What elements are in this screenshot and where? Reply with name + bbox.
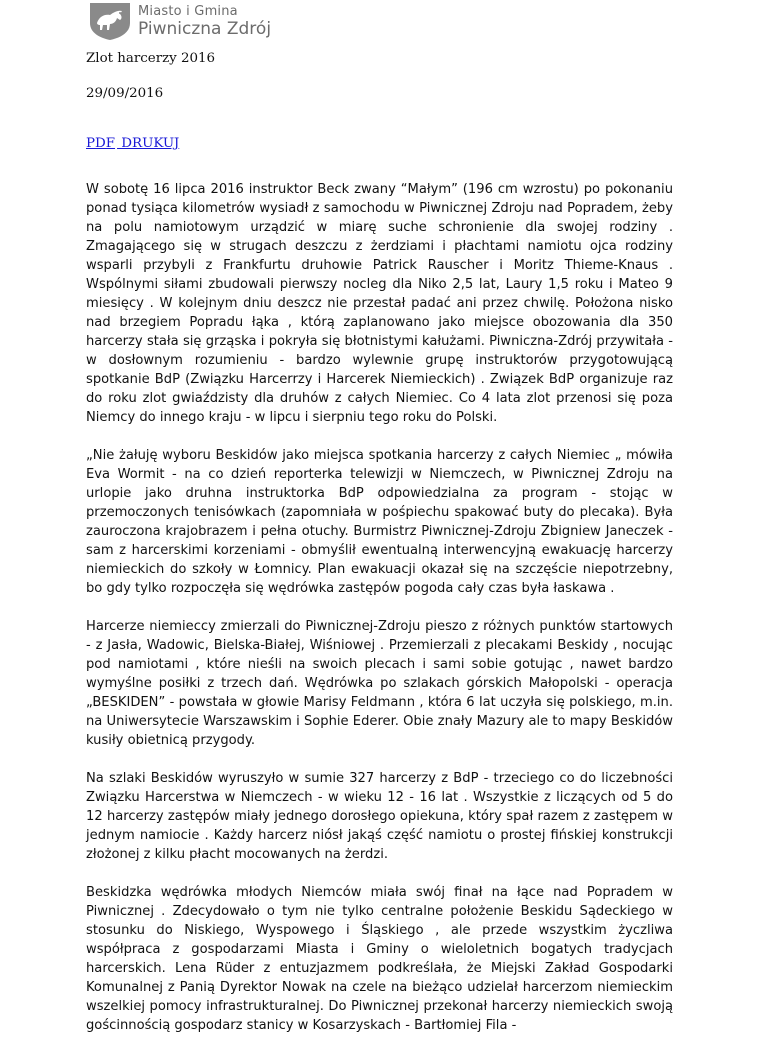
article-date: 29/09/2016 [86,86,164,101]
article-body [86,180,673,1054]
pdf-link[interactable]: PDF [86,136,116,151]
logo-line-municipality: Miasto i Gmina [138,3,238,19]
paragraph: W sobotę 16 lipca 2016 instruktor Beck zwany “Małym” (196 cm wzrostu) po pokonaniu ponad tysiąca kilometrów wysiadł z samochodu w Piwnicznej Zdroju nad Popradem, żeby na polu namiotowym urządzić w miarę suche schronienie dla swojej rodziny . Zmagającego się w strugach deszczu z żerdziami i płachtami namiotu ojca rodziny wsparli przybyli z Frankfurtu druhowie Patrick Rauscher i Moritz Thieme-Knaus . Wspólnymi siłami zbudowali pierwszy nocleg dla Niko 2,5 lat, Laury 1,5 roku i Mateo 9 miesięcy . W kolejnym dniu deszcz nie przestał padać ani przez chwilę. Położona nisko nad brzegiem Popradu łąka , którą zaplanowano jako miejsce obozowania dla 350 harcerzy stała się grząska i pokryła się błotnistymi kałużami. Piwniczna-Zdrój przywitała - w dosłownym rozumieniu - bardzo wylewnie grupę instruktorów przygotowującą spotkanie BdP (Związku Harcerrzy i Harcerek Niemieckich) . Związek BdP organizuje raz do roku zlot gwiaździsty dla druhów z całych Niemiec. Co 4 lata zlot przenosi się poza Niemcy do innego kraju - w lipcu i sierpniu tego roku do Polski. [86,182,673,425]
print-link[interactable]: DRUKUJ [117,136,180,151]
paragraph: Harcerze niemieccy zmierzali do Piwnicznej-Zdroju pieszo z różnych punktów startowych - z Jasła, Wadowic, Bielska-Białej, Wiśniowej . Przemierzali z plecakami Beskidy , nocując pod namiotami , które nieśli na swoich plecach i sami sobie gotując , nawet bardzo wymyślne posiłki z trzech dań. Wędrówka po szlakach górskich Małopolski - operacja „BESKIDEN” - powstała w głowie Marisy Feldmann , która 6 lat uczyła się polskiego, m.in. na Uniwersytecie Warszawskim i Sophie Ederer. Obie znały Mazury ale to mapy Beskidów kusiły obietnicą przygody. [86,619,673,748]
horse-crest-icon [86,1,134,41]
action-links [86,136,181,151]
article-title: Zlot harcerzy 2016 [86,51,216,66]
municipality-logo [86,2,316,40]
paragraph: „Nie żałuję wyboru Beskidów jako miejsca spotkania harcerzy z całych Niemiec „ mówiła Eva Wormit - na co dzień reporterka telewizji w Niemczech, w Piwnicznej Zdroju na urlopie jako druhna instruktorka BdP odpowiedzialna za program - stojąc w przemoczonych tenisówkach (zapomniała w pośpiechu spakować buty do plecaka). Była zauroczona krajobrazem i pełna otuchy. Burmistrz Piwnicznej-Zdroju Zbigniew Janeczek - sam z harcerskimi korzeniami - obmyślił ewentualną interwencyjną ewakuację harcerzy niemieckich do szkoły w Łomnicy. Plan ewakuacji okazał się na szczęście niepotrzebny, bo gdy tylko rozpoczęła się wędrówka zastępów pogoda cały czas była łaskawa . [86,448,673,596]
paragraph: Beskidzka wędrówka młodych Niemców miała swój finał na łące nad Popradem w Piwnicznej . Zdecydowało o tym nie tylko centralne położenie Beskidu Sądeckiego w stosunku do Niskiego, Wyspowego i Śląskiego , ale przede wszystkim życzliwa współpraca z gospodarzami Miasta i Gminy o wieloletnich bogatych tradycjach harcerskich. Lena Rüder z entuzjazmem podkreślała, że Miejski Zakład Gospodarki Komunalnej z Panią Dyrektor Nowak na czele na bieżąco udzielał harcerzom niemieckim wszelkiej pomocy infrastrukturalnej. Do Piwnicznej przekonał harcerzy niemieckich swoją gościnnością gospodarz stanicy w Kosarzyskach - Bartłomiej Fila - [86,885,673,1033]
paragraph: Na szlaki Beskidów wyruszyło w sumie 327 harcerzy z BdP - trzeciego co do liczebności Związku Harcerstwa w Niemczech - w wieku 12 - 16 lat . Wszystkie z liczących od 5 do 12 harcerzy zastępów miały jednego dorosłego opiekuna, który spał razem z zastępem w jednym namiocie . Każdy harcerz niósł jakąś część namiotu o prostej fińskiej konstrukcji złożonej z kilku płacht mocowanych na żerdzi. [86,771,673,862]
logo-text [138,5,271,38]
logo-line-town: Piwniczna Zdrój [138,18,272,39]
